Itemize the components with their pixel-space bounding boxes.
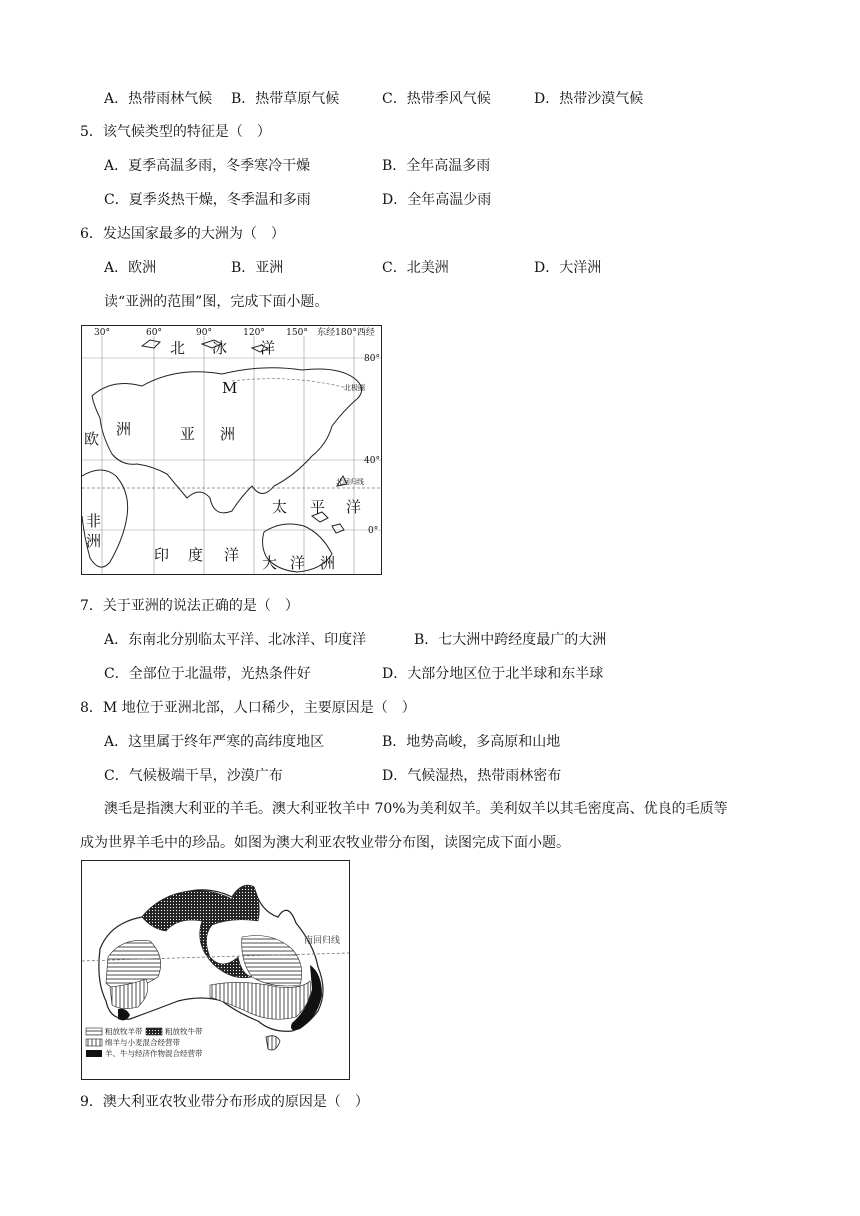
lon-label: 60°: [146, 328, 162, 338]
region-label: 冰: [212, 339, 228, 357]
australia-map: [81, 860, 350, 1080]
lon-label: 90°: [196, 328, 212, 338]
region-label: 平: [310, 498, 326, 516]
legend-swatch-mixed: [86, 1050, 102, 1057]
lon-label: 30°: [94, 328, 110, 338]
region-label: 欧: [84, 430, 100, 448]
q5-option-a[interactable]: A．夏季高温多雨，冬季寒冷干燥: [104, 158, 311, 174]
q8-option-b[interactable]: B．地势高峻，多高原和山地: [382, 734, 561, 750]
legend-label: 羊、牛与经济作物混合经营带: [105, 1049, 203, 1058]
region-label: 太: [272, 498, 288, 516]
arctic-circle-label: 北极圈: [344, 384, 365, 392]
region-label: 洋: [346, 498, 362, 516]
region-label: 北: [170, 339, 186, 357]
legend-label: 绵羊与小麦混合经营带: [105, 1038, 180, 1047]
asia-map-drawing: [82, 326, 381, 574]
lat-label: 40°: [364, 456, 380, 466]
q5-stem: 5．该气候类型的特征是（ ）: [80, 124, 271, 140]
q6-option-b[interactable]: B．亚洲: [231, 260, 284, 276]
q8-option-d[interactable]: D．气候湿热，热带雨林密布: [382, 768, 562, 784]
q9-stem: 9．澳大利亚农牧业带分布形成的原因是（ ）: [80, 1094, 369, 1110]
q7-option-c[interactable]: C．全部位于北温带，光热条件好: [104, 666, 311, 682]
region-label: 洲: [116, 420, 132, 438]
tropic-cancer-label: 北回归线: [336, 478, 364, 486]
q7-option-d[interactable]: D．大部分地区位于北半球和东半球: [382, 666, 604, 682]
q7-stem: 7．关于亚洲的说法正确的是（ ）: [80, 598, 299, 614]
region-label: 洲: [320, 554, 336, 572]
q7-option-a[interactable]: A．东南北分别临太平洋、北冰洋、印度洋: [104, 632, 367, 648]
legend-swatch-cattle: [146, 1028, 162, 1035]
region-label: 亚: [180, 425, 196, 443]
q6-option-a[interactable]: A．欧洲: [104, 260, 157, 276]
m-location-label: M: [222, 379, 238, 397]
region-label: 大: [262, 554, 278, 572]
q5-option-b[interactable]: B．全年高温多雨: [382, 158, 491, 174]
legend-swatch-sheep-wheat: [86, 1039, 102, 1046]
intro-australia-line2: 成为世界羊毛中的珍品。如图为澳大利亚农牧业带分布图，读图完成下面小题。: [80, 835, 570, 851]
intro-asia-map: 读“亚洲的范围”图，完成下面小题。: [104, 294, 329, 310]
q5-option-d[interactable]: D．全年高温少雨: [382, 192, 492, 208]
q8-option-c[interactable]: C．气候极端干旱，沙漠广布: [104, 768, 283, 784]
region-label: 印: [154, 546, 170, 564]
lon-label: 东经180°西经: [317, 328, 375, 338]
region-label: 洋: [290, 554, 306, 572]
q6-option-d[interactable]: D．大洋洲: [534, 260, 602, 276]
legend-label: 粗放牧牛带: [165, 1027, 203, 1036]
q6-option-c[interactable]: C．北美洲: [382, 260, 449, 276]
lat-label: 80°: [364, 354, 380, 364]
q4-option-b[interactable]: B．热带草原气候: [231, 91, 340, 107]
asia-map: [81, 325, 382, 575]
region-label: 洋: [260, 339, 276, 357]
lon-label: 120°: [243, 328, 265, 338]
legend-swatch-sheep: [86, 1028, 102, 1035]
q6-stem: 6．发达国家最多的大洲为（ ）: [80, 226, 285, 242]
q8-option-a[interactable]: A．这里属于终年严寒的高纬度地区: [104, 734, 325, 750]
q4-option-a[interactable]: A．热带雨林气候: [104, 91, 213, 107]
intro-australia-line1: 澳毛是指澳大利亚的羊毛。澳大利亚牧羊中 70%为美利奴羊。美利奴羊以其毛密度高、优良的毛质等: [104, 801, 728, 817]
q4-option-c[interactable]: C．热带季风气候: [382, 91, 491, 107]
q7-option-b[interactable]: B．七大洲中跨经度最广的大洲: [414, 632, 607, 648]
tropic-capricorn-label: 南回归线: [304, 936, 341, 946]
q4-option-d[interactable]: D．热带沙漠气候: [534, 91, 644, 107]
region-label: 洲: [220, 425, 236, 443]
region-label: 洲: [86, 532, 102, 550]
lon-label: 150°: [286, 328, 308, 338]
region-label: 洋: [224, 546, 240, 564]
q5-option-c[interactable]: C．夏季炎热干燥，冬季温和多雨: [104, 192, 311, 208]
region-label: 非: [86, 512, 102, 530]
region-label: 度: [188, 546, 204, 564]
q8-stem: 8．M 地位于亚洲北部，人口稀少，主要原因是（ ）: [80, 700, 416, 716]
australia-map-drawing: [82, 861, 349, 1079]
legend-label: 粗放牧羊带: [105, 1027, 143, 1036]
lat-label: 0°: [368, 526, 379, 536]
